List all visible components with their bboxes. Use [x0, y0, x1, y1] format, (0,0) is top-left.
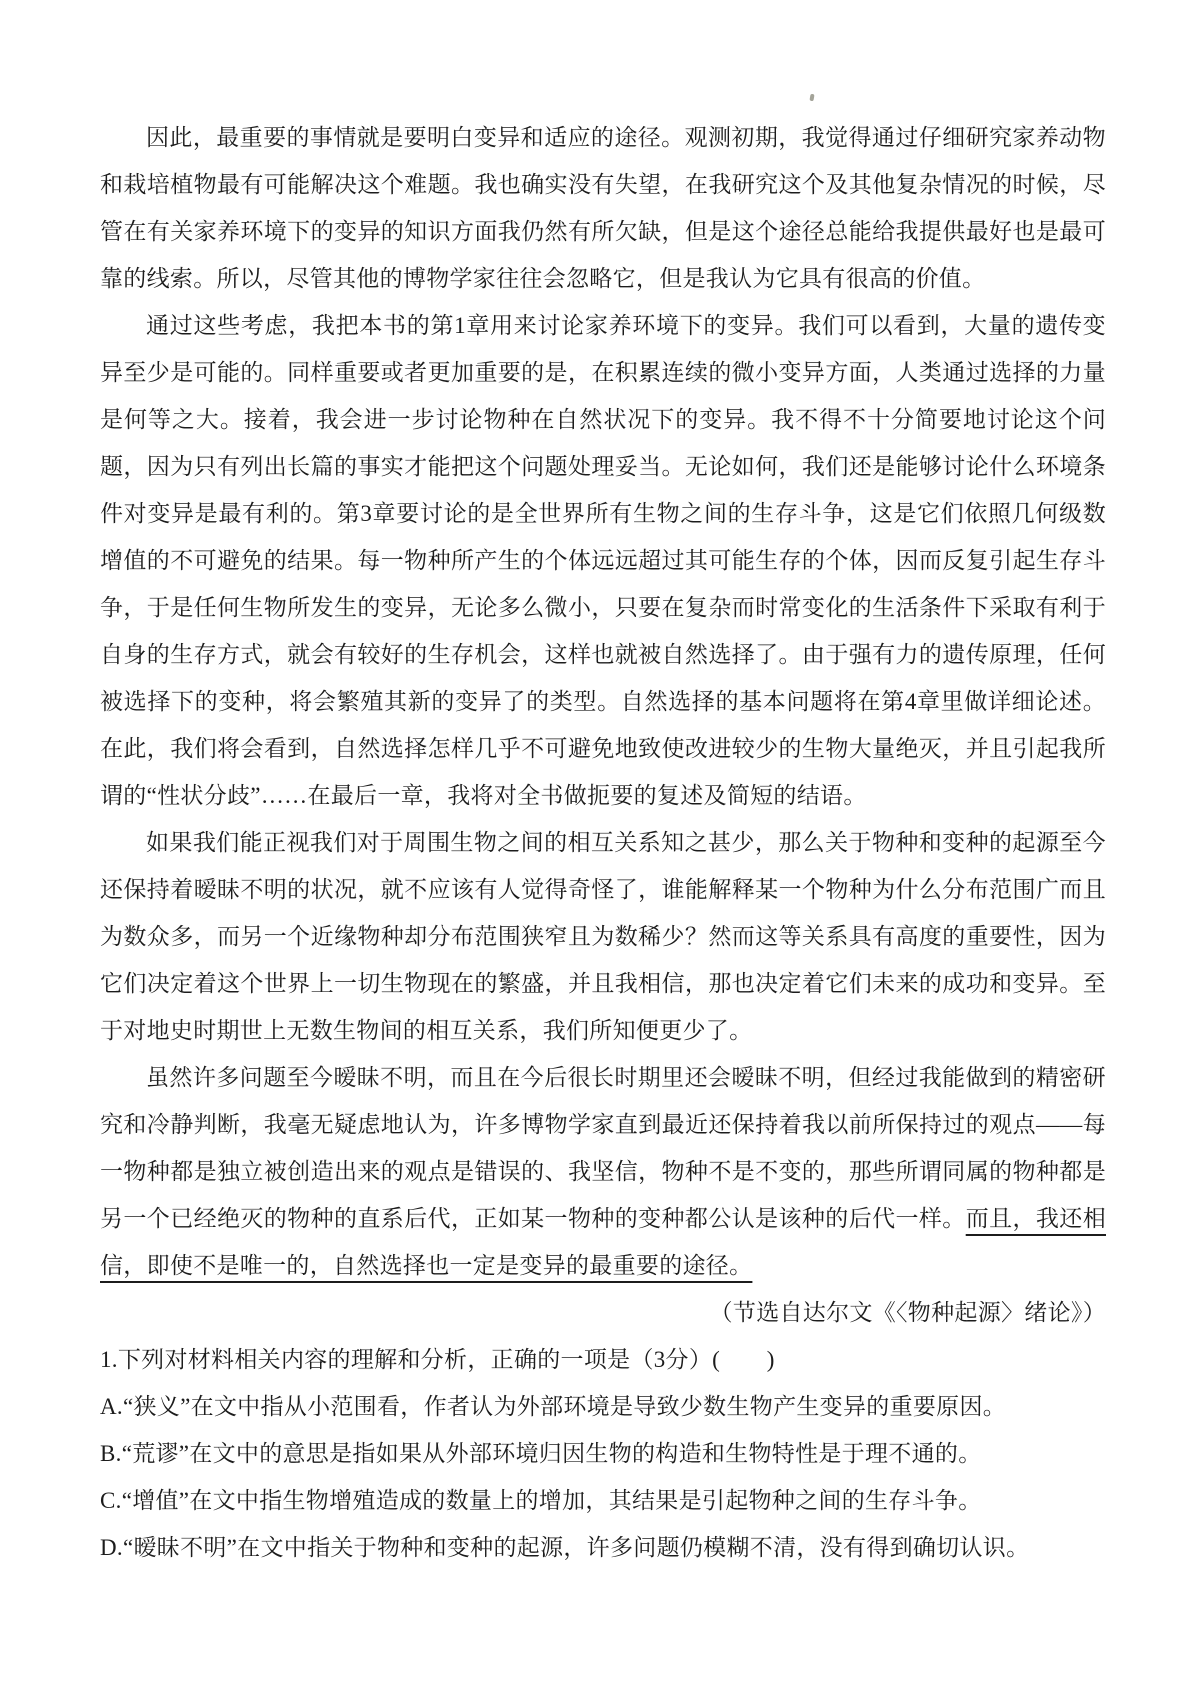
document-content [100, 114, 1106, 1571]
question-stem: 1.下列对材料相关内容的理解和分析，正确的一项是（3分）( ) [100, 1347, 775, 1372]
passage-text: 虽然许多问题至今暧昧不明，而且在今后很长时期里还会暧昧不明，但经过我能做到的精密研究和冷静判断，我毫无疑虑地认为，许多博物学家直到最近还保持着我以前所保持过的观点——每一物种都是独立被创造出来的观点是错误的、我坚信，物种不是不变的，那些所谓同属的物种都是另一个已经绝灭的物种的直系后代，正如某一物种的变种都公认是该种的后代一样。 [100, 1065, 1106, 1231]
question-options [100, 1383, 1106, 1571]
passage-text: 如果我们能正视我们对于周围生物之间的相互关系知之甚少，那么关于物种和变种的起源至今还保持着暧昧不明的状况，就不应该有人觉得奇怪了，谁能解释某一个物种为什么分布范围广而且为数众多，而另一个近缘物种却分布范围狭窄且为数稀少？然而这等关系具有高度的重要性，因为它们决定着这个世界上一切生物现在的繁盛，并且我相信，那也决定着它们未来的成功和变异。至于对地史时期世上无数生物间的相互关系，我们所知便更少了。 [100, 830, 1106, 1043]
reading-passage [100, 114, 1106, 1289]
question-option-d: D.“暧昧不明”在文中指关于物种和变种的起源，许多问题仍模糊不清，没有得到确切认识。 [100, 1535, 1030, 1560]
scan-artifact [809, 94, 814, 102]
passage-paragraph [100, 1054, 1106, 1289]
question-option-b: B.“荒谬”在文中的意思是指如果从外部环境归因生物的构造和生物特性是于理不通的。 [100, 1441, 982, 1466]
passage-paragraph [100, 302, 1106, 819]
passage-paragraph [100, 114, 1106, 302]
passage-text: 通过这些考虑，我把本书的第1章用来讨论家养环境下的变异。我们可以看到，大量的遗传变异至少是可能的。同样重要或者更加重要的是，在积累连续的微小变异方面，人类通过选择的力量是何等之大。接着，我会进一步讨论物种在自然状况下的变异。我不得不十分简要地讨论这个问题，因为只有列出长篇的事实才能把这个问题处理妥当。无论如何，我们还是能够讨论什么环境条件对变异是最有利的。第3章要讨论的是全世界所有生物之间的生存斗争，这是它们依照几何级数增值的不可避免的结果。每一物种所产生的个体远远超过其可能生存的个体，因而反复引起生存斗争，于是任何生物所发生的变异，无论多么微小，只要在复杂而时常变化的生活条件下采取有利于自身的生存方式，就会有较好的生存机会，这样也就被自然选择了。由于强有力的遗传原理，任何被选择下的变种，将会繁殖其新的变异了的类型。自然选择的基本问题将在第4章里做详细论述。在此，我们将会看到，自然选择怎样几乎不可避免地致使改进较少的生物大量绝灭，并且引起我所谓的“性状分歧”……在最后一章，我将对全书做扼要的复述及简短的结语。 [100, 313, 1106, 808]
passage-text: 因此，最重要的事情就是要明白变异和适应的途径。观测初期，我觉得通过仔细研究家养动物和栽培植物最有可能解决这个难题。我也确实没有失望，在我研究这个及其他复杂情况的时候，尽管在有关家养环境下的变异的知识方面我仍然有所欠缺，但是这个途径总能给我提供最好也是最可靠的线索。所以，尽管其他的博物学家往往会忽略它，但是我认为它具有很高的价值。 [100, 125, 1106, 291]
question-option-a: A.“狭义”在文中指从小范围看，作者认为外部环境是导致少数生物产生变异的重要原因。 [100, 1394, 1007, 1419]
passage-citation: （节选自达尔文《〈物种起源〉绪论》） [709, 1300, 1106, 1325]
underlined-passage-text: 而且，我还相信，即使不是唯一的，自然选择也一定是变异的最重要的途径。 [100, 1206, 1106, 1278]
question-block [100, 1336, 1106, 1571]
passage-paragraph [100, 819, 1106, 1054]
question-option-c: C.“增值”在文中指生物增殖造成的数量上的增加，其结果是引起物种之间的生存斗争。 [100, 1488, 982, 1513]
